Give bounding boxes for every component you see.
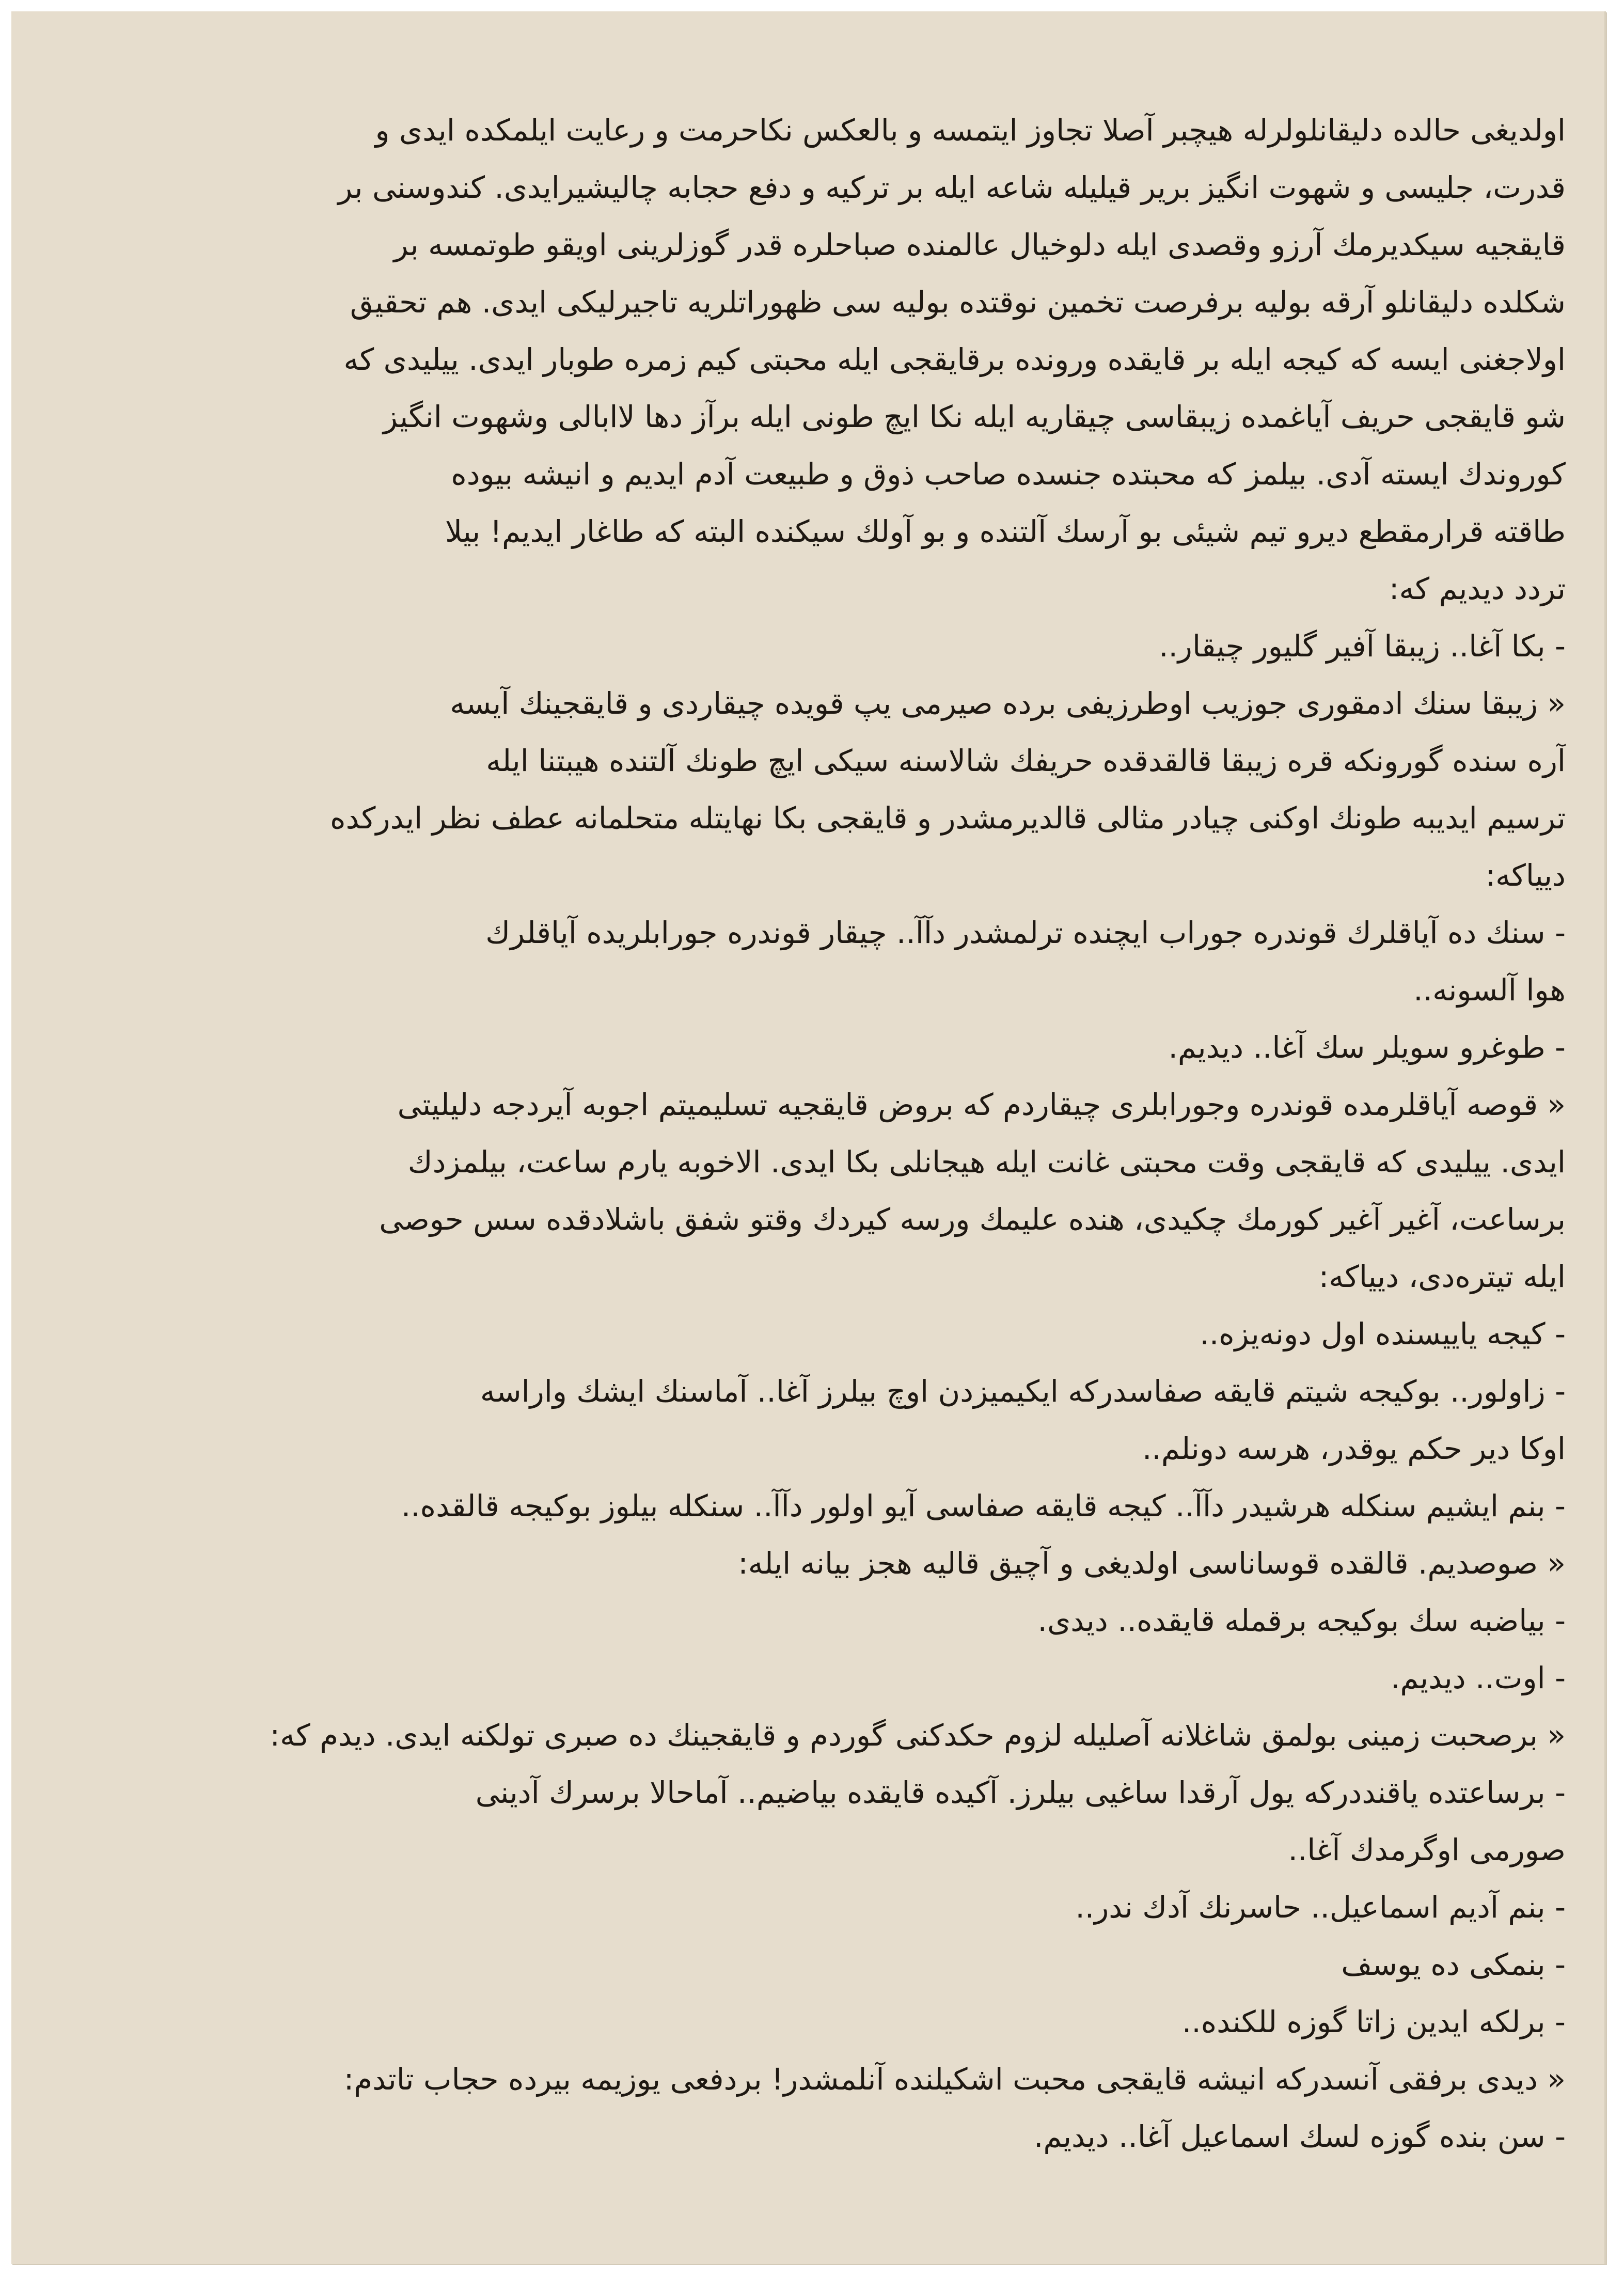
text-line: « برصحبت زمینی بولمق شاغلانه آصلیله لزوم حکدکنی گوردم و قایقجینك ده صبری تولکنه ایدی. دیدم که: [270,1718,1566,1753]
text-line: تردد دیدیم که: [1389,571,1566,606]
text-line: « قوصه آیاقلرمده قوندره وجورابلری چیقاردم که بروض قایقجیه تسلیمیتم اجوبه آیردجه دلیلیتی [397,1087,1566,1122]
text-line: قایقجیه سیکدیرمك آرزو وقصدی ایله دلوخیال عالمنده صباحلره قدر گوزلرینی اویقو طوتمسه بر [393,227,1566,262]
text-line: اولاجغنی ایسه که کیجه ایله بر قایقده ورونده برقایقجی ایله محبتی کیم زمره طوبار ایدی. ییلیدی که [343,342,1566,377]
text-line: - سنك ده آیاقلرك قوندره جوراب ایچنده ترلمشدر دآآ.. چیقار قوندره جورابلریده آیاقلرك [485,915,1566,950]
text-line: اولدیغی حالده دلیقانلولرله هیچبر آصلا تجاوز ایتمسه و بالعکس نکاحرمت و رعایت ایلمکده ایدی و [375,113,1566,148]
text-line: - برلکه ایدین زاتا گوزه للکنده.. [1181,2004,1566,2039]
text-line: برساعت، آغیر آغیر کورمك چکیدی، هنده علیمك ورسه کیردك وقتو شفق باشلادقده سس حوصی [379,1202,1566,1237]
text-line: آره سنده گورونکه قره زیبقا قالقدقده حریفك شالاسنه سیکی ایچ طونك آلتنده هیبتنا ایله [486,743,1566,778]
text-line: کوروندك ایسته آدی. بیلمز که محبتده جنسده صاحب ذوق و طبیعت آدم ایدیم و انیشه بیوده [451,457,1566,492]
text-line: هوا آلسونه.. [1413,972,1566,1008]
text-line: شو قایقجی حریف آیاغمده زیبقاسی چیقاریه ایله نکا ایچ طونی ایله برآز دها لاابالی وشهوت انگیز [383,399,1566,434]
text-line: - برساعتده یاقنددرکه یول آرقدا ساغیی بیلرز. آکیده قایقده بیاضیم.. آماحالا برسرك آدینی [475,1775,1566,1810]
text-line: قدرت، جلیسی و شهوت انگیز بریر قیلیله شاعه ایله بر ترکیه و دفع حجابه چالیشیرایدی. کندوسنی بر [338,170,1566,205]
text-line: - اوت.. دیدیم. [1391,1660,1566,1695]
text-line: صورمی اوگرمدك آغا.. [1288,1832,1566,1867]
text-line: ایله تیتره‌دی، دییاکه: [1318,1259,1566,1294]
text-line: اوکا دیر حکم یوقدر، هرسه دونلم.. [1142,1431,1566,1466]
text-line: - سن بنده گوزه لسك اسماعیل آغا.. دیدیم. [1033,2119,1566,2154]
text-line: ترسیم ایدیبه طونك اوکنی چیادر مثالی قالدیرمشدر و قایقجی بکا نهایتله متحلمانه عطف نظر ایدرکده [330,800,1566,836]
text-line: ایدی. ییلیدی که قایقجی وقت محبتی غانت ایله هیجانلی بکا ایدی. الاخوبه یارم ساعت، بیلمزدك [407,1144,1566,1180]
text-line: - بیاضبه سك بوکیجه برقمله قایقده.. دیدی. [1037,1603,1566,1638]
text-line: - بنم آدیم اسماعیل.. حاسرنك آدك ندر.. [1075,1890,1566,1925]
text-line: « صوصدیم. قالقده قوساناسی اولدیغی و آچیق قالیه هجز بیانه ایله: [738,1546,1566,1581]
manuscript-text [78,102,1566,2165]
text-line: - کیجه یاییسنده اول دونه‌یزه.. [1200,1316,1566,1352]
text-line: « دیدی برفقی آنسدرکه انیشه قایقجی محبت اشکیلنده آنلمشدر! بردفعی یوزیمه بیرده حجاب تاتدم: [343,2062,1566,2097]
text-line: - بکا آغا.. زیبقا آفیر گلیور چیقار.. [1159,629,1566,664]
text-line: - بنمکی ده یوسف [1341,1947,1566,1982]
text-line: - طوغرو سویلر سك آغا.. دیدیم. [1168,1030,1566,1065]
text-line: طاقته قرارمقطع دیرو تیم شیئی بو آرسك آلتنده و بو آولك سیکنده البته که طاغار ایدیم! بیلا [445,514,1566,549]
manuscript-page [11,11,1606,2264]
text-line: - زاولور.. بوکیجه شیتم قایقه صفاسدرکه ایکیمیزدن اوچ بیلرز آغا.. آماسنك ایشك واراسه [480,1374,1566,1409]
text-line: دییاکه: [1485,858,1566,893]
text-line: « زیبقا سنك ادمقوری جوزیب اوطرزیفی برده صیرمی یپ قویده چیقاردی و قایقجینك آیسه [450,686,1566,721]
text-line: شکلده دلیقانلو آرقه بولیه برفرصت تخمین نوقتده بولیه سی ظهوراتلریه تاجیرلیکی ایدی. هم تحقیق [350,285,1566,320]
text-line: - بنم ایشیم سنکله هرشیدر دآآ.. کیجه قایقه صفاسی آیو اولور دآآ.. سنکله بیلوز بوکیجه قالقده.. [401,1488,1566,1523]
